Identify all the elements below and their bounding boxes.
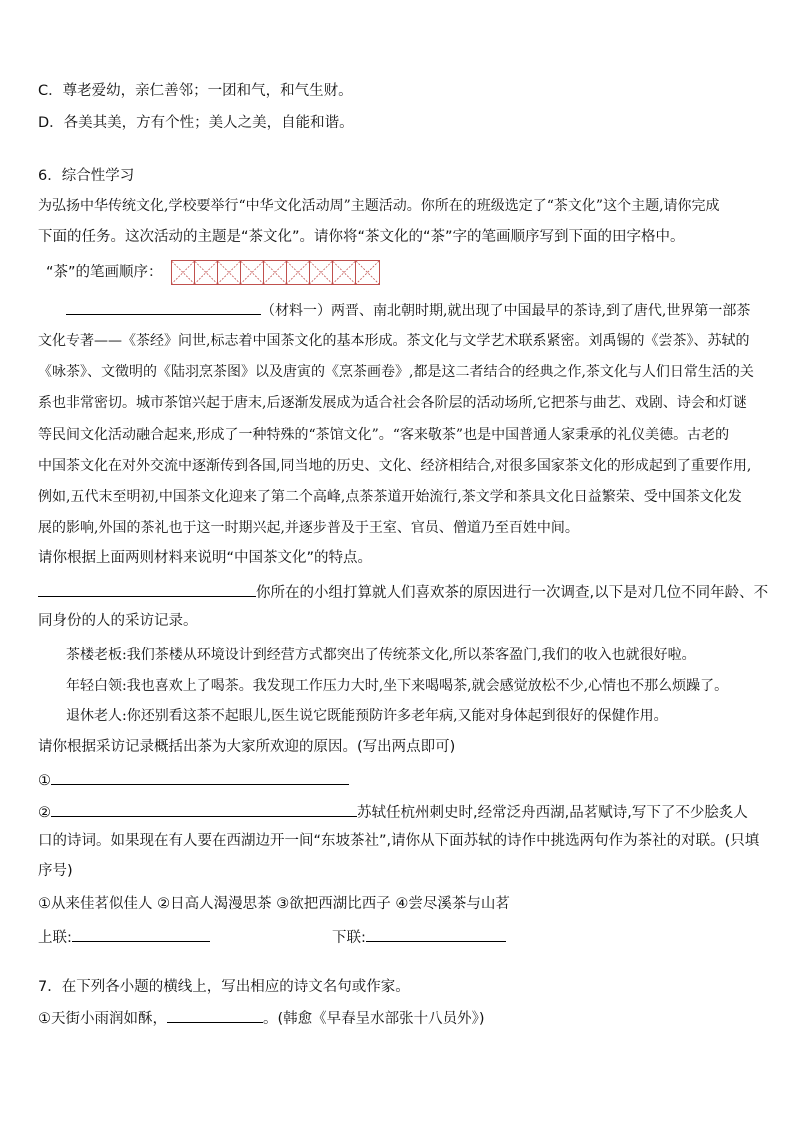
tian-zi-grid[interactable] xyxy=(171,260,380,285)
task1-text: 请你根据上面两则材料来说明“中国茶文化”的特点。 xyxy=(38,550,373,566)
upper-couplet-blank[interactable] xyxy=(72,925,210,942)
task2-text: 请你根据采访记录概括出茶为大家所欢迎的原因。(写出两点即可) xyxy=(38,739,456,755)
grid-cell[interactable] xyxy=(310,261,333,284)
q7-item1 xyxy=(38,1006,485,1030)
q7-item1-blank[interactable] xyxy=(167,1006,263,1023)
upper-label: 上联: xyxy=(38,930,72,946)
q7-item1-source: 。(韩愈《早春呈水部张十八员外》) xyxy=(263,1011,485,1027)
couplet-lower-row xyxy=(332,925,506,949)
lower-label: 下联: xyxy=(332,930,366,946)
su-shi-line2: 口的诗词。如果现在有人要在西湖边开一间“东坡茶社”,请你从下面苏轼的诗作中挑选两句作为茶社的对联。(只填 xyxy=(38,833,760,849)
grid-cell[interactable] xyxy=(333,261,356,284)
su-shi-text1: 苏轼任杭州刺史时,经常泛舟西湖,品茗赋诗,写下了不少脍炙人 xyxy=(357,805,748,821)
answer-blank-material[interactable] xyxy=(66,298,261,315)
stroke-order-label: “茶”的笔画顺序： xyxy=(46,264,163,281)
material1-line5: 等民间文化活动融合起来,形成了一种特殊的“茶馆文化”。“客来敬茶”也是中国普通人家秉承的礼仪美德。古老的 xyxy=(38,427,730,443)
answer-mark-2: ② xyxy=(38,805,51,821)
lower-couplet-blank[interactable] xyxy=(366,925,506,942)
grid-cell[interactable] xyxy=(356,261,379,284)
q6-intro-line2: 下面的任务。这次活动的主题是“茶文化”。请你将“茶文化的“茶”字的笔画顺序写到下面的田字格中。 xyxy=(38,229,685,245)
interview-record-3: 退休老人:你还别看这茶不起眼儿,医生说它既能预防许多老年病,又能对身体起到很好的保健作用。 xyxy=(66,708,668,724)
grid-cell[interactable] xyxy=(172,261,195,284)
grid-cell[interactable] xyxy=(195,261,218,284)
q6-intro-line1: 为弘扬中华传统文化,学校要举行“中华文化活动周”主题活动。你所在的班级选定了“茶文化”这个主题,请你完成 xyxy=(38,198,720,214)
q7-title: 7．在下列各小题的横线上，写出相应的诗文名句或作家。 xyxy=(38,979,410,995)
interview-record-1: 茶楼老板:我们茶楼从环境设计到经营方式都突出了传统茶文化,所以茶客盈门,我们的收入也就很好啦。 xyxy=(66,647,696,663)
option-d: D．各美其美，方有个性；美人之美，自能和谐。 xyxy=(38,115,354,131)
survey-line1 xyxy=(38,580,768,604)
material1-line3: 《咏茶》、文徵明的《陆羽烹茶图》以及唐寅的《烹茶画卷》,都是这二者结合的经典之作,茶文化与人们日常生活的关 xyxy=(38,364,754,380)
answer-mark-1: ① xyxy=(38,773,51,789)
answer-blank-1[interactable] xyxy=(51,768,349,785)
material1-line7: 例如,五代末至明初,中国茶文化迎来了第二个高峰,点茶茶道开始流行,茶文学和茶具文化日益繁荣、受中国茶文化发 xyxy=(38,489,742,505)
q7-item1-text: ①天街小雨润如酥， xyxy=(38,1011,167,1027)
material1-line2: 文化专著——《茶经》问世,标志着中国茶文化的基本形成。茶文化与文学艺术联系紧密。刘禹锡的《尝茶》、苏轼的 xyxy=(38,333,750,349)
q6-title: 6．综合性学习 xyxy=(38,168,135,184)
grid-cell[interactable] xyxy=(287,261,310,284)
grid-cell[interactable] xyxy=(264,261,287,284)
material1-line8: 展的影响,外国的茶礼也于这一时期兴起,并逐步普及于王室、官员、僧道乃至百姓中间。 xyxy=(38,520,579,536)
su-shi-line3: 序号) xyxy=(38,863,73,879)
answer-blank-2[interactable] xyxy=(51,800,357,817)
material1-line6: 中国茶文化在对外交流中逐渐传到各国,同当地的历史、文化、经济相结合,对很多国家茶文化的形成起到了重要作用, xyxy=(38,458,752,474)
option-c: C．尊老爱幼，亲仁善邻；一团和气，和气生财。 xyxy=(38,83,353,99)
material1-line1 xyxy=(66,298,750,322)
stroke-order-row xyxy=(46,260,380,285)
poem-choices: ①从来佳茗似佳人 ②日高人渴漫思茶 ③欲把西湖比西子 ④尝尽溪茶与山茗 xyxy=(38,896,510,912)
survey-line2: 同身份的人的采访记录。 xyxy=(38,613,198,629)
interview-record-2: 年轻白领:我也喜欢上了喝茶。我发现工作压力大时,坐下来喝喝茶,就会感觉放松不少,心情也不那么烦躁了。 xyxy=(66,678,729,694)
answer-blank-task1[interactable] xyxy=(38,580,256,597)
material1-text1: （材料一）两晋、南北朝时期,就出现了中国最早的茶诗,到了唐代,世界第一部茶 xyxy=(261,303,751,319)
answer-line-1 xyxy=(38,768,349,792)
couplet-upper-row xyxy=(38,925,210,949)
material1-line4: 系也非常密切。城市茶馆兴起于唐末,后逐渐发展成为适合社会各阶层的活动场所,它把茶与曲艺、戏剧、诗会和灯谜 xyxy=(38,395,747,411)
grid-cell[interactable] xyxy=(241,261,264,284)
grid-cell[interactable] xyxy=(218,261,241,284)
survey-text1: 你所在的小组打算就人们喜欢茶的原因进行一次调查,以下是对几位不同年龄、不 xyxy=(256,585,769,601)
answer-line-2 xyxy=(38,800,748,824)
